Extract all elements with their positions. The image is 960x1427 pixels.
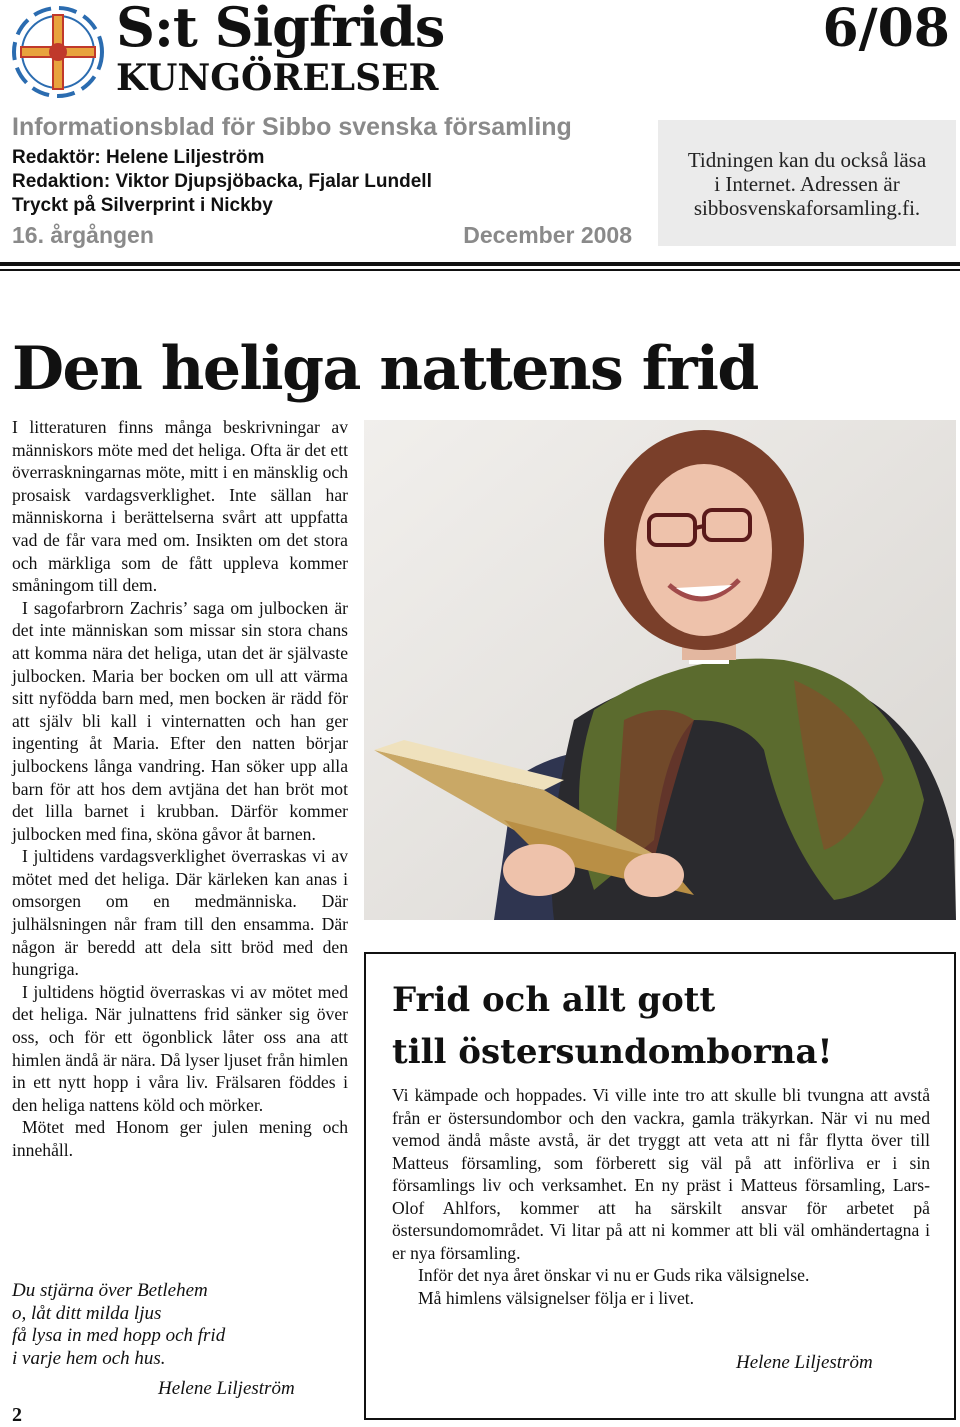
notice-paragraph: Inför det nya året önskar vi nu er Guds rika välsignelse. (418, 1265, 810, 1285)
poem-line: o, låt ditt milda ljus (12, 1302, 162, 1324)
web-address: sibbosvenskaforsamling.fi. (693, 196, 921, 220)
priest-photo (364, 420, 956, 920)
masthead-title: S:t Sigfrids (116, 0, 445, 59)
notice-title (392, 974, 832, 1078)
article-body (12, 416, 348, 1162)
notice-title-line: Frid och allt gott (392, 980, 716, 1020)
credit-printer: Tryckt på Silverprint i Nickby (12, 195, 273, 216)
credit-editor: Redaktör: Helene Liljeström (12, 147, 265, 168)
article-signature: Helene Liljeström (158, 1378, 295, 1399)
credit-editorial: Redaktion: Viktor Djupsjöbacka, Fjalar Lundell (12, 171, 432, 192)
poem-line: i varje hem och hus. (12, 1347, 166, 1369)
poem-line: få lysa in med hopp och frid (12, 1325, 226, 1346)
poem-line: Du stjärna över Betlehem (12, 1280, 208, 1301)
article-headline: Den heliga nattens frid (12, 334, 758, 404)
web-line: Tidningen kan du också läsa (687, 148, 927, 172)
web-info-box (658, 120, 956, 246)
header-rule-thin (0, 269, 960, 271)
notice-paragraph: Må himlens välsignelser följa er i livet. (418, 1287, 695, 1308)
article-paragraph: I jultidens vardagsverklighet överraskas vi av mötet med det heliga. Där kärleken kan anas i omsorgen om en medmänniska. Där julhälsningen når fram till den ensamma. Där någon är beredd att dela sitt bröd med den hungriga. (12, 846, 348, 980)
credits (12, 146, 432, 218)
article-paragraph: Mötet med Honom ger julen mening och innehåll. (12, 1117, 348, 1160)
poem (12, 1280, 225, 1370)
article-paragraph: I jultidens högtid överraskas vi av mötet med det heliga. När julnattens frid sänker sig över oss, och för ett ögonblick låter oss ana att himlen ändå är nära. Då lyser ljuset från himlen in ett nytt hopp i våra liv. Frälsaren föddes i den heliga nattens köld och mörker. (12, 981, 348, 1115)
notice-title-line: till östersundomborna! (392, 1032, 833, 1072)
notice-body (392, 1084, 930, 1309)
header-rule (0, 262, 960, 266)
notice-signature: Helene Liljeström (736, 1352, 873, 1373)
article-paragraph: I litteraturen finns många beskrivningar av människors möte med det heliga. Ofta är det ett överraskningarnas möte, mitt i en mänsklig och prosaisk vardagsverklighet. Inte sällan har människorna i berättelserna svårt att uppfatta vad de får vara med om. Insikten om det stora och märkliga som de fått uppleva kommer småningom till dem. (12, 417, 348, 596)
page-number: 2 (12, 1404, 22, 1426)
church-logo (8, 2, 108, 102)
masthead-subtitle: KUNGÖRELSER (116, 57, 439, 99)
volume: 16. årgången (12, 222, 154, 248)
info-title: Informationsblad för Sibbo svenska församling (12, 113, 572, 141)
issue-date: December 2008 (463, 222, 632, 248)
volume-date-row (12, 222, 632, 249)
issue-number: 6/08 (822, 0, 950, 59)
web-line: i Internet. Adressen är (714, 172, 900, 196)
notice-paragraph: Vi kämpade och hoppades. Vi ville inte tro att skulle bli tvungna att avstå från er östersundombor och den vackra, gamla träkyrkan. När vi nu med vemod ändå måste avstå, är det tryggt att veta att ni får flytta över till Matteus församling, som förberett sig väl på att införliva er i sin församlings liv och verksamhet. En ny präst i Matteus församling, Lars-Olof Ahlfors, kommer att ha särskilt ansvar för arbetet på östersundomområdet. Vi litar på att ni kommer att bli väl omhändertagna i er nya församling. (392, 1085, 930, 1263)
article-paragraph: I sagofarbrorn Zachris’ saga om julbocken är det inte människan som missar sin stora chans att komma nära det heliga, utan det är självaste julbocken. Maria ber bocken om ull att värma sitt nyfödda barn med, men bocken är rädd för att själv bli kall i vinternatten och han ger ingenting åt Maria. Efter den natten börjar julbockens långa vandring. Han söker upp alla barn för att hos dem avtjäna det han bröt mot det lilla barnet i krubban. Därför kommer julbocken med fina, sköna gåvor åt barnen. (12, 597, 348, 844)
